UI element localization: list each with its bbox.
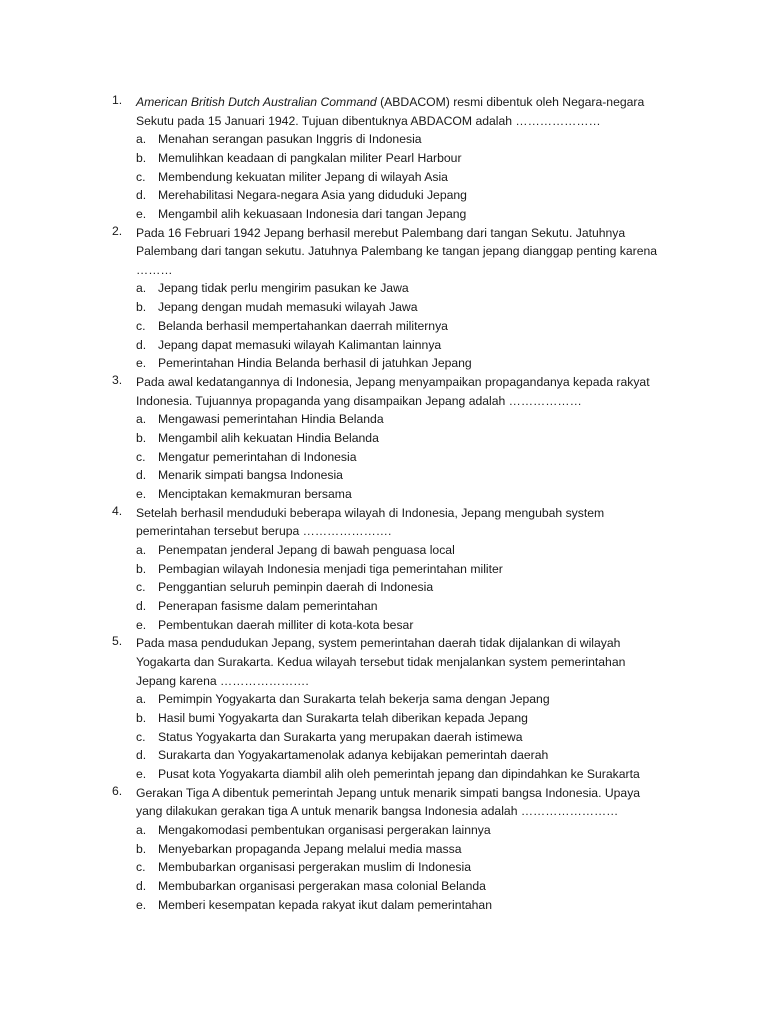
question-line: Setelah berhasil menduduki beberapa wilayah di Indonesia, Jepang mengubah system bbox=[136, 505, 605, 520]
option-c bbox=[136, 448, 672, 467]
option-letter: d. bbox=[136, 748, 147, 763]
option-list bbox=[136, 821, 672, 915]
option-text: Menahan serangan pasukan Inggris di Indonesia bbox=[158, 132, 422, 147]
option-text: Penempatan jenderal Jepang di bawah penguasa local bbox=[158, 542, 455, 557]
option-text: Menyebarkan propaganda Jepang melalui media massa bbox=[158, 841, 462, 856]
question-3 bbox=[112, 373, 672, 504]
option-letter: d. bbox=[136, 599, 147, 613]
option-text: Menciptakan kemakmuran bersama bbox=[158, 487, 352, 501]
option-b bbox=[136, 429, 672, 448]
option-e bbox=[136, 765, 672, 784]
option-text: Status Yogyakarta dan Surakarta yang merupakan daerah istimewa bbox=[158, 729, 523, 744]
option-letter: c. bbox=[136, 729, 146, 744]
option-text: Merehabilitasi Negara-negara Asia yang diduduki Jepang bbox=[158, 188, 467, 203]
option-text: Pusat kota Yogyakarta diambil alih oleh pemerintah jepang dan dipindahkan ke Surakarta bbox=[158, 767, 640, 781]
option-letter: b. bbox=[136, 710, 147, 725]
option-text: Memberi kesempatan kepada rakyat ikut dalam pemerintahan bbox=[158, 897, 492, 912]
option-d bbox=[136, 746, 672, 765]
option-a bbox=[136, 279, 672, 298]
option-text: Pembentukan daerah milliter di kota-kota besar bbox=[158, 617, 414, 632]
option-a bbox=[136, 690, 672, 709]
option-letter: a. bbox=[136, 412, 147, 427]
question-text bbox=[136, 634, 672, 690]
option-letter: a. bbox=[136, 281, 147, 296]
option-a bbox=[136, 541, 672, 560]
option-text: Mengambil alih kekuasaan Indonesia dari tangan Jepang bbox=[158, 207, 467, 221]
option-b bbox=[136, 298, 672, 317]
question-line: ……… bbox=[136, 262, 173, 277]
question-line: Gerakan Tiga A dibentuk pemerintah Jepang untuk menarik simpati bangsa Indonesia. Upaya bbox=[136, 785, 641, 800]
option-list bbox=[136, 279, 672, 373]
option-text: Mengatur pemerintahan di Indonesia bbox=[158, 449, 357, 464]
question-number: 4. bbox=[112, 503, 123, 518]
option-letter: a. bbox=[136, 692, 147, 707]
option-letter: d. bbox=[136, 879, 147, 893]
option-text: Menarik simpati bangsa Indonesia bbox=[158, 468, 343, 483]
question-line: Pada masa pendudukan Jepang, system pemerintahan daerah tidak dijalankan di wilayah bbox=[136, 636, 621, 651]
option-b bbox=[136, 149, 672, 168]
option-a bbox=[136, 410, 672, 429]
option-text: Pemimpin Yogyakarta dan Surakarta telah bekerja sama dengan Jepang bbox=[158, 692, 550, 707]
option-letter: c. bbox=[136, 860, 146, 875]
option-b bbox=[136, 840, 672, 859]
question-text-rest: (ABDACOM) resmi dibentuk oleh Negara-negara bbox=[376, 95, 645, 109]
option-a bbox=[136, 821, 672, 840]
option-d bbox=[136, 186, 672, 205]
option-letter: d. bbox=[136, 337, 147, 352]
option-b bbox=[136, 709, 672, 728]
question-number: 6. bbox=[112, 783, 123, 798]
question-line bbox=[136, 93, 672, 112]
option-d bbox=[136, 466, 672, 485]
option-e bbox=[136, 485, 672, 504]
option-text: Surakarta dan Yogyakartamenolak adanya kebijakan pemerintah daerah bbox=[158, 748, 549, 763]
question-number: 3. bbox=[112, 373, 123, 387]
question-list bbox=[112, 93, 672, 914]
question-line: pemerintahan tersebut berupa …………………. bbox=[136, 524, 392, 539]
option-c bbox=[136, 858, 672, 877]
question-line: Pada awal kedatangannya di Indonesia, Jepang menyampaikan propagandanya kepada rakyat bbox=[136, 375, 650, 389]
option-letter: a. bbox=[136, 132, 147, 147]
option-letter: c. bbox=[136, 318, 146, 333]
option-letter: b. bbox=[136, 841, 147, 856]
option-e bbox=[136, 616, 672, 635]
option-letter: a. bbox=[136, 822, 147, 837]
option-letter: e. bbox=[136, 767, 147, 781]
option-text: Memulihkan keadaan di pangkalan militer Pearl Harbour bbox=[158, 150, 462, 165]
option-text: Penggantian seluruh peminpin daerah di Indonesia bbox=[158, 580, 434, 595]
option-letter: a. bbox=[136, 542, 147, 557]
option-letter: c. bbox=[136, 169, 146, 184]
option-letter: b. bbox=[136, 150, 147, 165]
option-letter: e. bbox=[136, 207, 147, 221]
question-line: Jepang karena …………………. bbox=[136, 673, 309, 688]
option-list bbox=[136, 690, 672, 784]
option-c bbox=[136, 317, 672, 336]
question-text bbox=[136, 93, 672, 130]
option-letter: c. bbox=[136, 449, 146, 464]
option-d bbox=[136, 597, 672, 616]
option-text: Mengambil alih kekuatan Hindia Belanda bbox=[158, 430, 379, 445]
option-text: Jepang dapat memasuki wilayah Kalimantan lainnya bbox=[158, 337, 442, 352]
option-text: Membubarkan organisasi pergerakan masa colonial Belanda bbox=[158, 879, 486, 893]
option-d bbox=[136, 336, 672, 355]
question-text bbox=[136, 784, 672, 821]
question-line: Indonesia. Tujuannya propaganda yang disampaikan Jepang adalah ……………… bbox=[136, 393, 582, 408]
question-text bbox=[136, 373, 672, 410]
option-letter: b. bbox=[136, 300, 147, 315]
option-a bbox=[136, 130, 672, 149]
option-d bbox=[136, 877, 672, 896]
option-list bbox=[136, 541, 672, 635]
question-2 bbox=[112, 224, 672, 373]
option-letter: e. bbox=[136, 356, 147, 371]
option-c bbox=[136, 168, 672, 187]
option-list bbox=[136, 410, 672, 504]
option-text: Pembagian wilayah Indonesia menjadi tiga pemerintahan militer bbox=[158, 561, 503, 576]
option-text: Hasil bumi Yogyakarta dan Surakarta telah diberikan kepada Jepang bbox=[158, 710, 528, 725]
question-4 bbox=[112, 504, 672, 635]
question-line: Yogakarta dan Surakarta. Kedua wilayah tersebut tidak menjalankan system pemerintahan bbox=[136, 655, 626, 669]
question-number: 1. bbox=[112, 93, 123, 107]
question-line: Sekutu pada 15 Januari 1942. Tujuan dibentuknya ABDACOM adalah ………………… bbox=[136, 113, 601, 128]
option-text: Membendung kekuatan militer Jepang di wilayah Asia bbox=[158, 169, 448, 184]
option-text: Pemerintahan Hindia Belanda berhasil di jatuhkan Jepang bbox=[158, 356, 472, 371]
question-line: yang dilakukan gerakan tiga A untuk menarik bangsa Indonesia adalah …………………… bbox=[136, 804, 619, 819]
option-b bbox=[136, 560, 672, 579]
option-letter: b. bbox=[136, 430, 147, 445]
option-e bbox=[136, 354, 672, 373]
option-letter: d. bbox=[136, 468, 147, 483]
option-text: Mengawasi pemerintahan Hindia Belanda bbox=[158, 412, 384, 427]
question-6 bbox=[112, 784, 672, 915]
question-italic-text: American British Dutch Australian Command bbox=[136, 95, 377, 109]
option-text: Belanda berhasil mempertahankan daerrah militernya bbox=[158, 318, 448, 333]
option-text: Jepang tidak perlu mengirim pasukan ke Jawa bbox=[158, 281, 409, 296]
question-number: 2. bbox=[112, 223, 123, 238]
question-line: Palembang dari tangan sekutu. Jatuhnya Palembang ke tangan jepang dianggap penting karena bbox=[136, 244, 658, 259]
option-e bbox=[136, 896, 672, 915]
option-e bbox=[136, 205, 672, 224]
option-text: Penerapan fasisme dalam pemerintahan bbox=[158, 599, 378, 613]
question-number: 5. bbox=[112, 634, 123, 649]
option-letter: e. bbox=[136, 617, 147, 632]
option-letter: e. bbox=[136, 897, 147, 912]
option-text: Membubarkan organisasi pergerakan muslim di Indonesia bbox=[158, 860, 471, 875]
option-text: Jepang dengan mudah memasuki wilayah Jawa bbox=[158, 300, 418, 315]
question-text bbox=[136, 504, 672, 541]
question-1 bbox=[112, 93, 672, 224]
option-c bbox=[136, 578, 672, 597]
option-list bbox=[136, 130, 672, 224]
option-text: Mengakomodasi pembentukan organisasi pergerakan lainnya bbox=[158, 822, 491, 837]
option-letter: e. bbox=[136, 487, 147, 501]
question-line: Pada 16 Februari 1942 Jepang berhasil merebut Palembang dari tangan Sekutu. Jatuhnya bbox=[136, 225, 626, 240]
question-5 bbox=[112, 634, 672, 783]
option-letter: d. bbox=[136, 188, 147, 203]
question-text bbox=[136, 224, 672, 280]
option-letter: b. bbox=[136, 561, 147, 576]
option-c bbox=[136, 728, 672, 747]
option-letter: c. bbox=[136, 580, 146, 595]
